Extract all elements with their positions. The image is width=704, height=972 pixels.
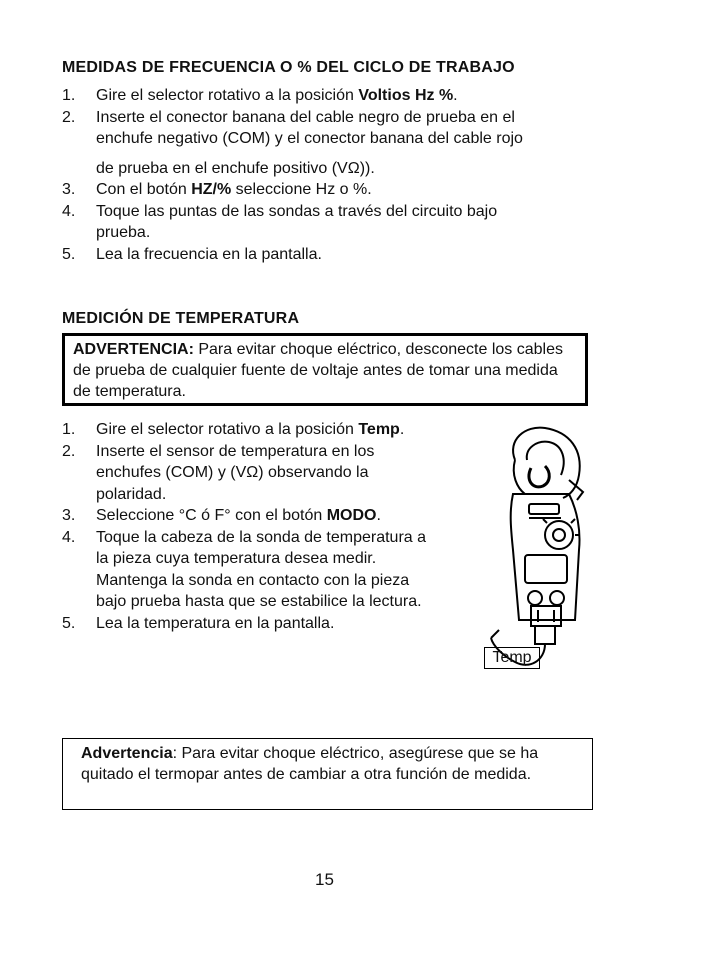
- bottom-warning-box: [62, 738, 593, 810]
- list-item: 5. Lea la frecuencia en la pantalla.: [62, 245, 322, 263]
- warning-box: [62, 333, 588, 406]
- list-item: 2. Inserte el sensor de temperatura en los enchufes (COM) y (VΩ) observando la polaridad.: [62, 442, 375, 503]
- temp-position-label: Temp: [484, 647, 540, 669]
- warning-label: ADVERTENCIA:: [73, 341, 194, 358]
- list-item: 1. Gire el selector rotativo a la posición Voltios Hz %.: [62, 87, 458, 104]
- list-item: 5. Lea la temperatura en la pantalla.: [62, 614, 335, 632]
- frequency-steps-list: [62, 85, 662, 265]
- section-heading-frequency: MEDIDAS DE FRECUENCIA O % DEL CICLO DE TRABAJO: [62, 59, 515, 76]
- list-item: 3. Con el botón HZ/% seleccione Hz o %.: [62, 181, 372, 198]
- section-heading-temperature: MEDICIÓN DE TEMPERATURA: [62, 310, 300, 327]
- page-number: 15: [315, 870, 334, 889]
- list-item: 4. Toque la cabeza de la sonda de temperatura a la pieza cuya temperatura desea medir. Mantenga la sonda en contacto con la pieza bajo prueba hasta que se estabilice la lectura.: [62, 528, 427, 610]
- bottom-warning-text: : Para evitar choque eléctrico, asegúrese que se ha quitado el termopar antes de cambiar a otra función de medida.: [81, 745, 539, 783]
- list-item: 1. Gire el selector rotativo a la posición Temp.: [62, 421, 405, 438]
- bottom-warning-label: Advertencia: [81, 745, 173, 762]
- warning-text: Para evitar choque eléctrico, desconecte los cables de prueba de cualquier fuente de voltaje antes de tomar una medida de temperatura.: [73, 341, 563, 400]
- list-item: 2. Inserte el conector banana del cable negro de prueba en el enchufe negativo (COM) y el conector banana del cable rojo de prueba en el enchufe positivo (VΩ)).: [62, 108, 523, 177]
- list-item: 4. Toque las puntas de las sondas a través del circuito bajo prueba.: [62, 202, 498, 241]
- temperature-steps-list: [62, 419, 482, 634]
- list-item: 3. Seleccione °C ó F° con el botón MODO.: [62, 507, 381, 524]
